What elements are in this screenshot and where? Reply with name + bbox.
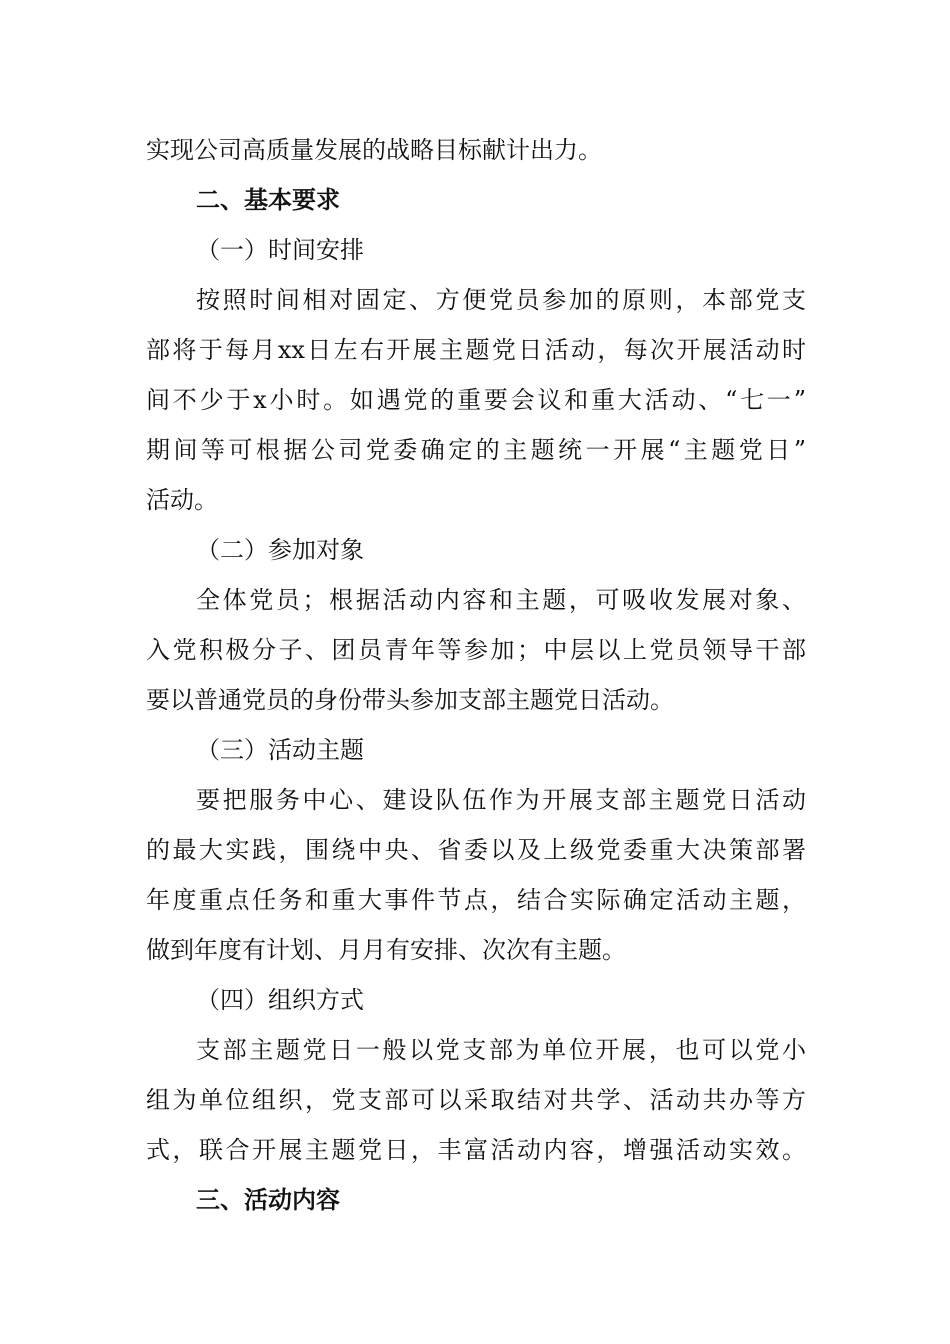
body-text-line: 支部主题党日一般以党支部为单位开展，也可以党小 bbox=[196, 1036, 806, 1064]
body-text-line: 期间等可根据公司党委确定的主题统一开展“主题党日” bbox=[146, 436, 806, 464]
body-text-line: 年度重点任务和重大事件节点，结合实际确定活动主题， bbox=[146, 886, 806, 914]
body-text-line: 活动。 bbox=[146, 486, 218, 514]
subsection-heading: （一）时间安排 bbox=[196, 236, 364, 264]
body-text-line: 实现公司高质量发展的战略目标献计出力。 bbox=[146, 136, 602, 164]
body-text-line: 要把服务中心、建设队伍作为开展支部主题党日活动 bbox=[196, 786, 806, 814]
subsection-heading: （三）活动主题 bbox=[196, 736, 364, 764]
body-text-line: 的最大实践，围绕中央、省委以及上级党委重大决策部署 bbox=[146, 836, 806, 864]
body-text-line: 式，联合开展主题党日，丰富活动内容，增强活动实效。 bbox=[146, 1136, 806, 1164]
body-text-line: 间不少于x小时。如遇党的重要会议和重大活动、“七一” bbox=[146, 386, 806, 414]
body-text-line: 要以普通党员的身份带头参加支部主题党日活动。 bbox=[146, 686, 674, 714]
body-text-line: 做到年度有计划、月月有安排、次次有主题。 bbox=[146, 936, 626, 964]
subsection-heading: （二）参加对象 bbox=[196, 536, 364, 564]
body-text-line: 按照时间相对固定、方便党员参加的原则，本部党支 bbox=[196, 286, 806, 314]
section-heading: 二、基本要求 bbox=[196, 186, 340, 214]
body-text-line: 组为单位组织，党支部可以采取结对共学、活动共办等方 bbox=[146, 1086, 806, 1114]
body-text-line: 全体党员；根据活动内容和主题，可吸收发展对象、 bbox=[196, 586, 806, 614]
body-text-line: 入党积极分子、团员青年等参加；中层以上党员领导干部 bbox=[146, 636, 806, 664]
subsection-heading: （四）组织方式 bbox=[196, 986, 364, 1014]
section-heading: 三、活动内容 bbox=[196, 1186, 340, 1214]
body-text-line: 部将于每月xx日左右开展主题党日活动，每次开展活动时 bbox=[146, 336, 806, 364]
